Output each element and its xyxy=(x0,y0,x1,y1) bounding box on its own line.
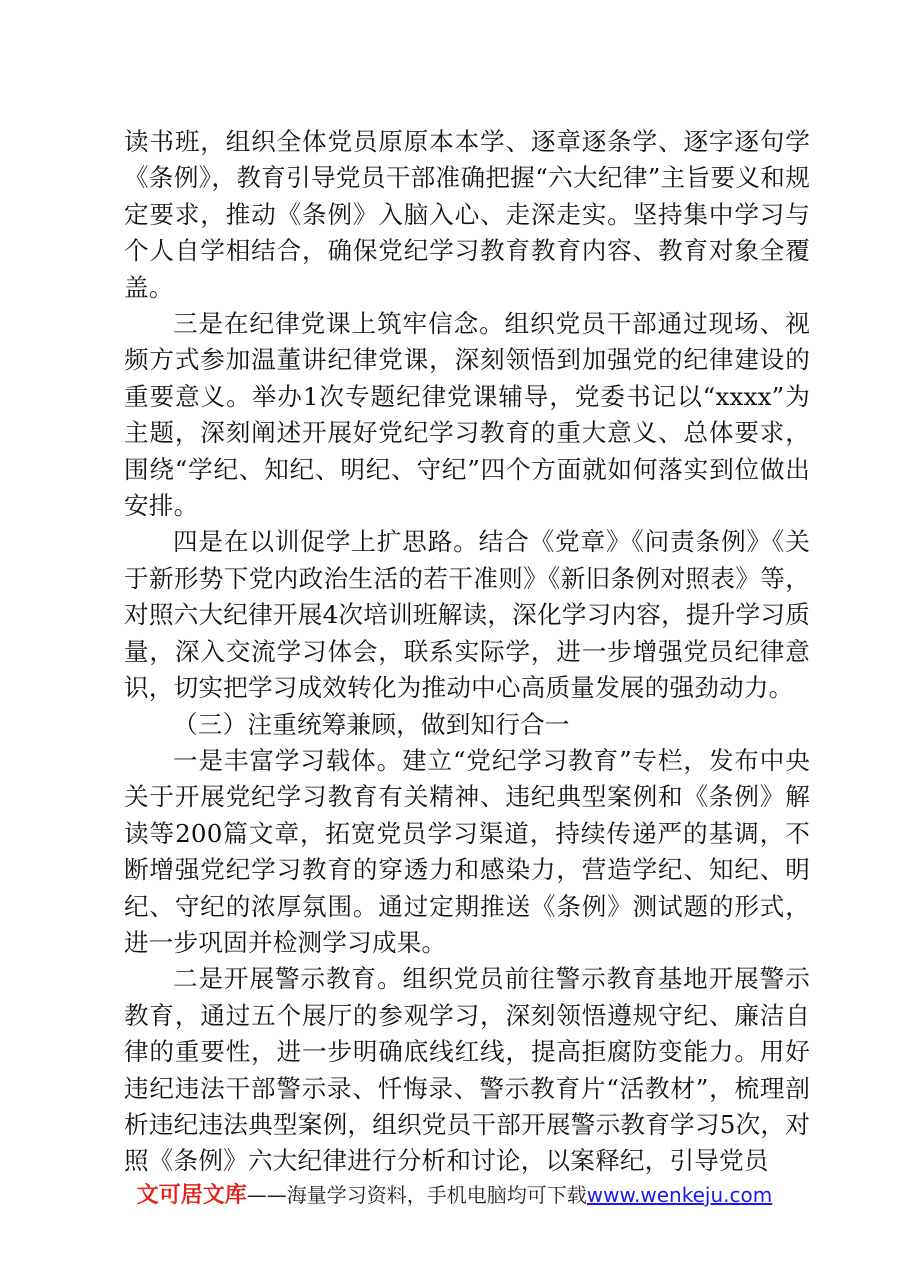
section-heading: （三）注重统筹兼顾，做到知行合一 xyxy=(173,709,570,739)
paragraph-point-three: 三是在纪律党课上筑牢信念。组织党员干部通过现场、视频方式参加温董讲纪律党课，深刻领悟到加强党的纪律建设的重要意义。举办1次专题纪律党课辅导，党委书记以“xxxx”为主题，深刻阐述开展好党纪学习教育的重大意义、总体要求，围绕“学纪、知纪、明纪、守纪”四个方面就如何落实到位做出安排。 xyxy=(124,309,810,521)
footer-slogan: ——海量学习资料，手机电脑均可下载 xyxy=(246,1183,587,1207)
footer-brand: 文可居文库 xyxy=(136,1183,247,1208)
footer-banner xyxy=(0,1180,909,1211)
document-body xyxy=(124,124,810,1180)
paragraph-continuation: 读书班，组织全体党员原原本本学、逐章逐条学、逐字逐句学《条例》，教育引导党员干部准确把握“六大纪律”主旨要义和规定要求，推动《条例》入脑入心、走深走实。坚持集中学习与个人自学相结合，确保党纪学习教育教育内容、教育对象全覆盖。 xyxy=(124,127,810,302)
paragraph-point-four: 四是在以训促学上扩思路。结合《党章》《问责条例》《关于新形势下党内政治生活的若干准则》《新旧条例对照表》等，对照六大纪律开展4次培训班解读，深化学习内容，提升学习质量，深入交流学习体会，联系实际学，进一步增强党员纪律意识，切实把学习成效转化为推动中心高质量发展的强劲动力。 xyxy=(124,527,810,703)
paragraph-point-two: 二是开展警示教育。组织党员前往警示教育基地开展警示教育，通过五个展厅的参观学习，深刻领悟遵规守纪、廉洁自律的重要性，进一步明确底线红线，提高拒腐防变能力。用好违纪违法干部警示录、忏悔录、警示教育片“活教材”，梳理剖析违纪违法典型案例，组织党员干部开展警示教育学习5次，对照《条例》六大纪律进行分析和讨论，以案释纪，引导党员 xyxy=(124,964,810,1176)
footer-website-link[interactable]: www.wenkeju.com xyxy=(586,1183,773,1207)
paragraph-point-one: 一是丰富学习载体。建立“党纪学习教育”专栏，发布中央关于开展党纪学习教育有关精神、违纪典型案例和《条例》解读等200篇文章，拓宽党员学习渠道，持续传递严的基调，不断增强党纪学习教育的穿透力和感染力，营造学纪、知纪、明纪、守纪的浓厚氛围。通过定期推送《条例》测试题的形式，进一步巩固并检测学习成果。 xyxy=(124,745,810,957)
